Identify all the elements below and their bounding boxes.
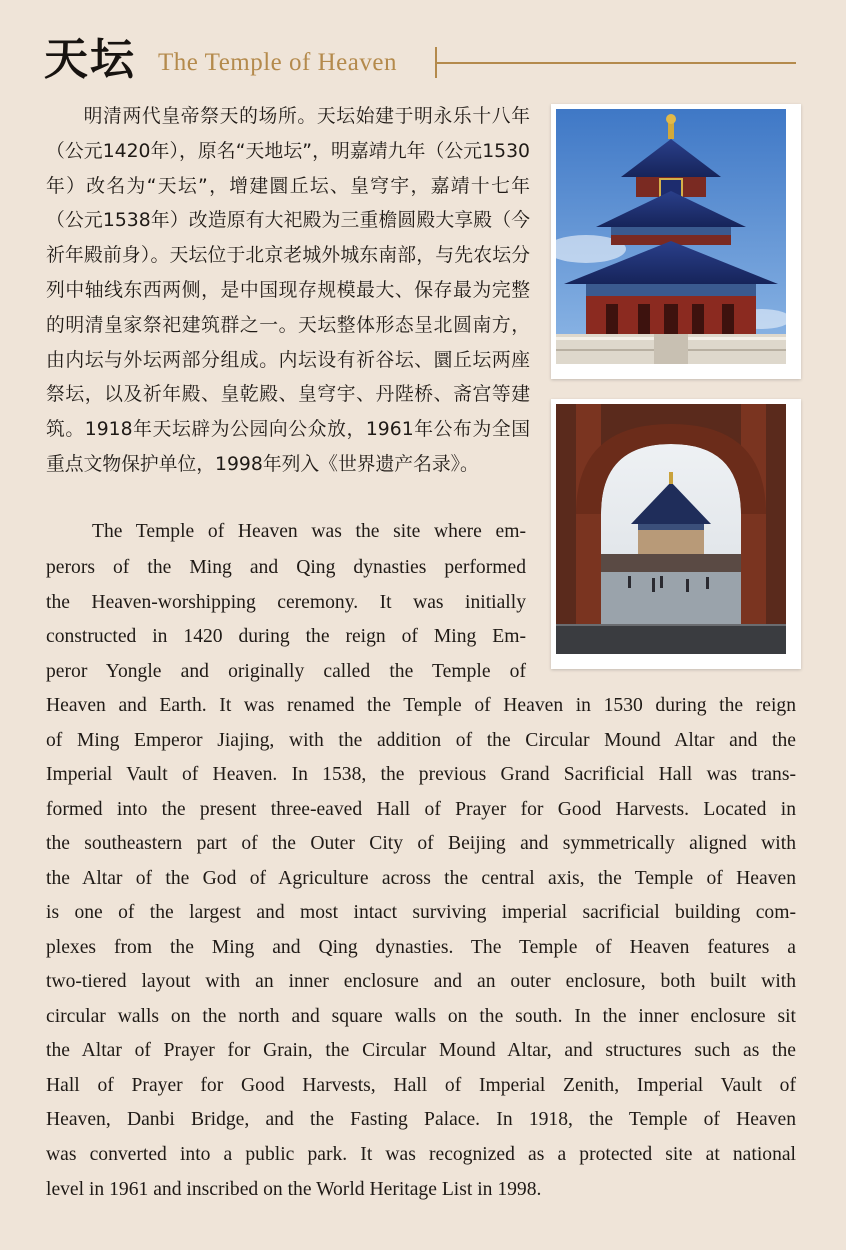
english-line: constructed in 1420 during the reign of Ming Em- <box>46 626 526 647</box>
english-line: circular walls on the north and square walls on the south. In the inner enclosure sit <box>46 1006 796 1027</box>
chinese-paragraph: 明清两代皇帝祭天的场所。天坛始建于明永乐十八年（公元1420年），原名“天地坛”，明嘉靖九年（公元1530年）改名为“天坛”，增建圜丘坛、皇穹宇，嘉靖十七年（公元1538年）改造原有大祀殿为三重檐圆殿大享殿（今祈年殿前身）。天坛位于北京老城外城东南部，与先农坛分列中轴线东西两侧，是中国现存规模最大、保存最为完整的明清皇家祭祀建筑群之一。天坛整体形态呈北圆南方，由内坛与外坛两部分组成。内坛设有祈谷坛、圜丘坛两座祭坛，以及祈年殿、皇乾殿、皇穹宇、丹陛桥、斋宫等建筑。1918年天坛辟为公园向公众放，1961年公布为全国重点文物保护单位，1998年列入《世界遗产名录》。 <box>46 106 530 475</box>
english-line: is one of the largest and most intact surviving imperial sacrificial building com- <box>46 902 796 923</box>
english-line: peror Yongle and originally called the Temple of <box>46 661 526 682</box>
english-line: of Ming Emperor Jiajing, with the addition of the Circular Mound Altar and the <box>46 730 796 751</box>
english-line: Heaven and Earth. It was renamed the Temple of Heaven in 1530 during the reign <box>46 695 796 716</box>
english-line: the Heaven-worshipping ceremony. It was initially <box>46 592 526 613</box>
english-line: the southeastern part of the Outer City of Beijing and symmetrically aligned with <box>46 833 796 854</box>
hall-of-prayer-photo <box>551 104 801 379</box>
english-line: Imperial Vault of Heaven. In 1538, the previous Grand Sacrificial Hall was trans- <box>46 764 796 785</box>
header-rule-line <box>437 62 796 64</box>
english-line: Heaven, Danbi Bridge, and the Fasting Palace. In 1918, the Temple of Heaven <box>46 1109 796 1130</box>
english-line: plexes from the Ming and Qing dynasties. The Temple of Heaven features a <box>46 937 796 958</box>
english-line: the Altar of the God of Agriculture across the central axis, the Temple of Heaven <box>46 868 796 889</box>
english-line: two-tiered layout with an inner enclosure and an outer enclosure, both built with <box>46 971 796 992</box>
english-line: The Temple of Heaven was the site where em- <box>92 521 526 542</box>
title-english: The Temple of Heaven <box>158 49 397 76</box>
english-line: was converted into a public park. It was recognized as a protected site at national <box>46 1144 796 1165</box>
english-line: formed into the present three-eaved Hall of Prayer for Good Harvests. Located in <box>46 799 796 820</box>
english-line: perors of the Ming and Qing dynasties performed <box>46 557 526 578</box>
gate-view-photo <box>551 399 801 669</box>
english-line: the Altar of Prayer for Grain, the Circular Mound Altar, and structures such as the <box>46 1040 796 1061</box>
english-line: Hall of Prayer for Good Harvests, Hall of Imperial Zenith, Imperial Vault of <box>46 1075 796 1096</box>
title-chinese: 天坛 <box>44 34 136 85</box>
english-line: level in 1961 and inscribed on the World Heritage List in 1998. <box>46 1179 542 1200</box>
